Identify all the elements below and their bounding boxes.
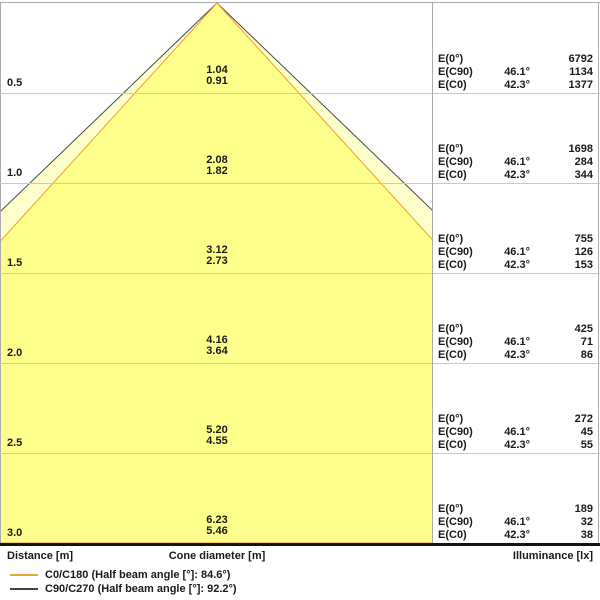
diameter-c0-value: 5.46: [206, 525, 228, 537]
row-label: E(C90): [438, 516, 473, 528]
table-row: [438, 156, 593, 169]
table-row: [438, 516, 593, 529]
cone-diameter-value: [172, 515, 262, 537]
row-label: E(C90): [438, 246, 473, 258]
diameter-c0-value: 4.55: [206, 435, 228, 447]
row-label: E(C90): [438, 426, 473, 438]
row-label: E(C90): [438, 66, 473, 78]
table-row: [438, 259, 593, 272]
row-angle: [500, 143, 530, 156]
diameter-c90-value: 1.04: [206, 64, 228, 76]
row-illuminance-value: 1698: [568, 143, 593, 155]
row-label: E(C0): [438, 259, 467, 271]
illuminance-block: [438, 503, 593, 542]
table-row: [438, 143, 593, 156]
row-label: E(C0): [438, 349, 467, 361]
row-angle: [500, 53, 530, 66]
cone-diameter-axis-label: Cone diameter [m]: [168, 550, 266, 562]
row-angle: 42.3°: [504, 169, 530, 181]
row-illuminance-value: 755: [574, 233, 593, 245]
row-label: E(0°): [438, 143, 464, 155]
legend-line-icon: [10, 574, 38, 576]
chart-top-border: [0, 2, 600, 3]
row-illuminance-value: 6792: [568, 53, 593, 65]
cone-diameter-value: [172, 335, 262, 357]
cone-diameter-value: [172, 155, 262, 177]
table-row: [438, 413, 593, 426]
table-row: [438, 66, 593, 79]
row-angle: 46.1°: [504, 246, 530, 258]
legend-line-icon: [10, 588, 38, 590]
row-label: E(0°): [438, 233, 464, 245]
table-row: [438, 426, 593, 439]
legend-label: C0/C180 (Half beam angle [°]: 84.6°): [45, 568, 231, 581]
row-label: E(C0): [438, 169, 467, 181]
gridline-1.0: [0, 183, 600, 184]
row-label: E(C0): [438, 439, 467, 451]
distance-tick-label: 2.5: [7, 437, 23, 449]
row-angle: [500, 413, 530, 426]
table-row: [438, 53, 593, 66]
row-illuminance-value: 86: [580, 349, 593, 361]
diameter-c90-value: 6.23: [206, 514, 228, 526]
illuminance-block: [438, 323, 593, 362]
legend: [10, 568, 237, 596]
row-angle: [500, 323, 530, 336]
row-label: E(0°): [438, 323, 464, 335]
illuminance-block: [438, 413, 593, 452]
row-illuminance-value: 1377: [568, 79, 593, 91]
gridline-2.5: [0, 453, 600, 454]
distance-tick-label: 3.0: [7, 527, 23, 539]
table-row: [438, 529, 593, 542]
table-row: [438, 233, 593, 246]
row-label: E(C90): [438, 336, 473, 348]
diameter-c0-value: 2.73: [206, 255, 228, 267]
table-row: [438, 336, 593, 349]
row-label: E(C0): [438, 529, 467, 541]
row-illuminance-value: 189: [574, 503, 593, 515]
row-angle: 46.1°: [504, 156, 530, 168]
row-illuminance-value: 1134: [569, 66, 593, 78]
illuminance-axis-label: Illuminance [lx]: [512, 550, 593, 562]
row-angle: 42.3°: [504, 439, 530, 451]
distance-axis-label: Distance [m]: [7, 550, 74, 562]
row-angle: 42.3°: [504, 349, 530, 361]
row-illuminance-value: 71: [580, 336, 593, 348]
cone-diameter-value: [172, 425, 262, 447]
table-row: [438, 503, 593, 516]
diameter-c0-value: 3.64: [206, 345, 228, 357]
illuminance-block: [438, 53, 593, 92]
distance-tick-label: 2.0: [7, 347, 23, 359]
gridline-0.5: [0, 93, 600, 94]
diameter-c0-value: 1.82: [206, 165, 228, 177]
table-row: [438, 246, 593, 259]
gridline-1.5: [0, 273, 600, 274]
diameter-c90-value: 5.20: [206, 424, 228, 436]
row-angle: 42.3°: [504, 79, 530, 91]
row-angle: 46.1°: [504, 426, 530, 438]
row-illuminance-value: 284: [574, 156, 593, 168]
table-row: [438, 323, 593, 336]
row-angle: [500, 503, 530, 516]
row-illuminance-value: 344: [574, 169, 593, 181]
row-label: E(C0): [438, 79, 467, 91]
legend-label: C90/C270 (Half beam angle [°]: 92.2°): [45, 582, 237, 595]
row-label: E(C90): [438, 156, 473, 168]
legend-item-c90-c270: [10, 582, 237, 596]
diameter-c90-value: 2.08: [206, 154, 228, 166]
table-divider-line: [432, 2, 433, 543]
bottom-axis-line: [0, 543, 600, 546]
gridline-2.0: [0, 363, 600, 364]
cone-diameter-value: [172, 245, 262, 267]
legend-item-c0-c180: [10, 568, 237, 582]
table-row: [438, 439, 593, 452]
table-row: [438, 349, 593, 362]
row-illuminance-value: 32: [580, 516, 593, 528]
row-angle: 42.3°: [504, 529, 530, 541]
distance-tick-label: 1.5: [7, 257, 23, 269]
table-row: [438, 79, 593, 92]
row-angle: 46.1°: [504, 336, 530, 348]
row-angle: 46.1°: [504, 66, 530, 78]
row-illuminance-value: 425: [574, 323, 593, 335]
row-illuminance-value: 272: [574, 413, 593, 425]
table-row: [438, 169, 593, 182]
cone-diameter-value: [172, 65, 262, 87]
diameter-c90-value: 3.12: [206, 244, 228, 256]
row-angle: 46.1°: [504, 516, 530, 528]
diameter-c90-value: 4.16: [206, 334, 228, 346]
row-angle: [500, 233, 530, 246]
row-label: E(0°): [438, 53, 464, 65]
row-illuminance-value: 153: [574, 259, 593, 271]
distance-tick-label: 0.5: [7, 77, 23, 89]
illuminance-block: [438, 143, 593, 182]
distance-tick-label: 1.0: [7, 167, 23, 179]
row-label: E(0°): [438, 413, 464, 425]
row-label: E(0°): [438, 503, 464, 515]
row-illuminance-value: 126: [574, 246, 593, 258]
row-angle: 42.3°: [504, 259, 530, 271]
row-illuminance-value: 38: [580, 529, 593, 541]
diameter-c0-value: 0.91: [206, 75, 228, 87]
illuminance-block: [438, 233, 593, 272]
row-illuminance-value: 55: [580, 439, 593, 451]
row-illuminance-value: 45: [580, 426, 593, 438]
